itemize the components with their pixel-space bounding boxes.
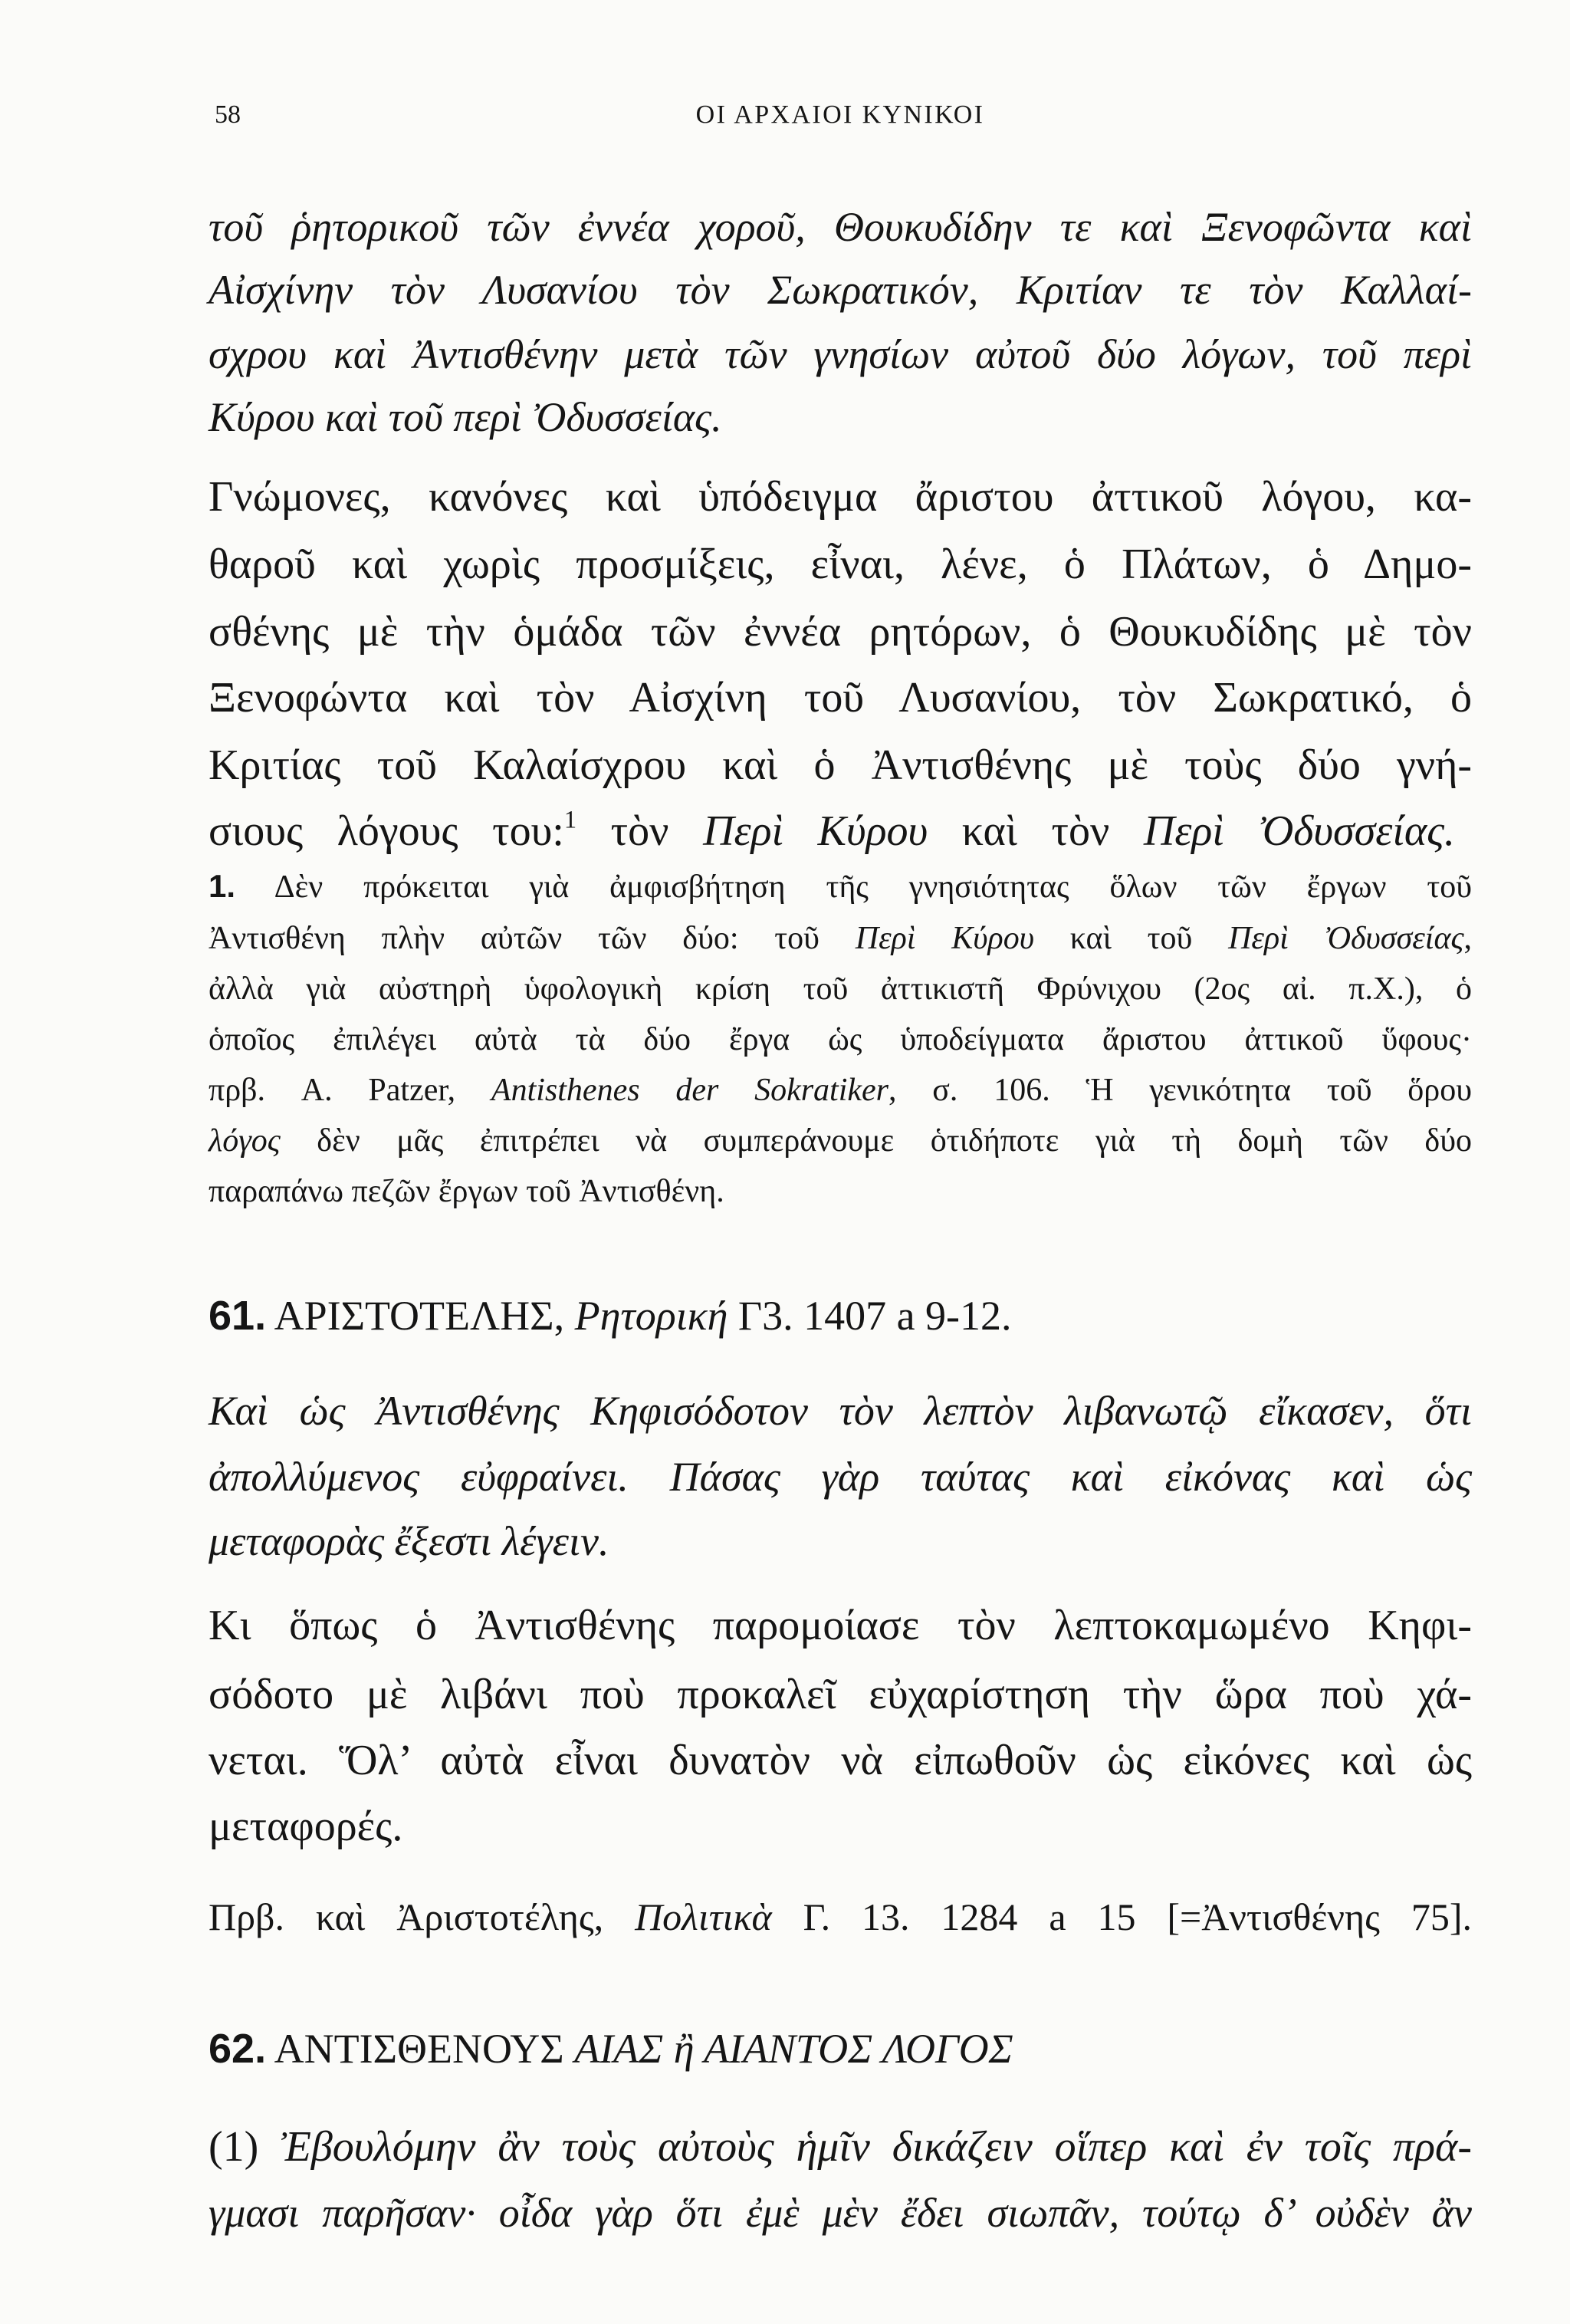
page-number: 58 <box>215 100 241 129</box>
work-title: Ρητορική <box>574 1293 728 1339</box>
greek-text-line: τοῦ ῥητορικοῦ τῶν ἐννέα χοροῦ, Θουκυδίδην τε καὶ Ξενοφῶντα καὶ <box>209 204 1472 250</box>
greek-text-line: γμασι παρῆσαν· οἶδα γὰρ ὅτι ἐμὲ μὲν ἔδει σιωπᾶν, τούτῳ δ’ οὐδὲν ἂν <box>209 2190 1472 2236</box>
work-title: Περὶ Ὀδυσσείας. <box>1143 807 1456 855</box>
section-heading <box>209 2021 1472 2076</box>
footnote-line <box>209 1069 1472 1112</box>
greek-text-line <box>209 2119 1472 2174</box>
translation-text-line: σόδοτο μὲ λιβάνι ποὺ προκαλεῖ εὐχαρίστηση τὴν ὥρα ποὺ χά- <box>209 1671 1472 1718</box>
term: λόγος <box>209 1123 281 1159</box>
footnote-line: ἀλλὰ γιὰ αὐστηρὴ ὑφολογικὴ κρίση τοῦ ἀττικιστῆ Φρύνιχου (2ος αἰ. π.Χ.), ὁ <box>209 971 1472 1007</box>
text-segment: Πρβ. καὶ Ἀριστοτέλης, <box>209 1895 604 1938</box>
greek-text-line: Καὶ ὡς Ἀντισθένης Κηφισόδοτον τὸν λεπτὸν λιβανωτῷ εἴκασεν, ὅτι <box>209 1388 1472 1434</box>
text-segment: Γ. 13. 1284 a 15 [=Ἀντισθένης 75]. <box>803 1895 1472 1938</box>
footnote-ref-marker: 1 <box>563 806 577 834</box>
text-segment: Δὲν πρόκειται γιὰ ἀμφισβήτηση τῆς γνησιότητας ὅλων τῶν ἔργων τοῦ <box>274 869 1472 905</box>
section-number: 62. <box>209 2026 267 2072</box>
work-title: ΑΙΑΣ ἢ ΑΙΑΝΤΟΣ ΛΟΓΟΣ <box>574 2026 1013 2072</box>
footnote-number: 1. <box>209 868 236 904</box>
greek-text-line: σχρου καὶ Ἀντισθένην μετὰ τῶν γνησίων αὐτοῦ δύο λόγων, τοῦ περὶ <box>209 331 1472 377</box>
section-number: 61. <box>209 1293 267 1339</box>
translation-text-line: νεται. Ὅλ’ αὐτὰ εἶναι δυνατὸν νὰ εἰπωθοῦν ὡς εἰκόνες καὶ ὡς <box>209 1737 1472 1784</box>
work-title: Περὶ Κύρου <box>703 807 928 855</box>
text-segment: καὶ τὸν <box>961 807 1110 855</box>
footnote-line <box>209 1119 1472 1162</box>
cross-reference-line <box>209 1892 1472 1941</box>
work-title: Περὶ Κύρου <box>855 921 1034 956</box>
text-segment: πρβ. A. Patzer, <box>209 1073 456 1108</box>
text-segment: καὶ τοῦ <box>1069 921 1193 956</box>
footnote-line <box>209 917 1472 960</box>
text-segment: τὸν <box>610 807 669 855</box>
text-segment: , σ. 106. Ἡ γενικότητα τοῦ ὅρου <box>888 1073 1473 1108</box>
work-title: Πολιτικὰ <box>635 1895 772 1938</box>
greek-text-line: μεταφορὰς ἔξεστι λέγειν. <box>209 1518 609 1564</box>
running-head: ΟΙ ΑΡΧΑΙΟΙ ΚΥΝΙΚΟΙ <box>695 100 985 129</box>
author-name: ΑΝΤΙΣΘΕΝΟΥΣ <box>274 2026 564 2072</box>
translation-text-line <box>209 804 1455 859</box>
paragraph-number: (1) <box>209 2123 259 2171</box>
text-segment: σιους λόγους του: <box>209 807 564 855</box>
translation-text-line: Κριτίας τοῦ Καλαίσχρου καὶ ὁ Ἀντισθένης μὲ τοὺς δύο γνή- <box>209 741 1472 789</box>
footnote-line: παραπάνω πεζῶν ἔργων τοῦ Ἀντισθένη. <box>209 1174 724 1209</box>
text-segment: δὲν μᾶς ἐπιτρέπει νὰ συμπεράνουμε ὁτιδήποτε γιὰ τὴ δομὴ τῶν δύο <box>317 1123 1473 1159</box>
work-title: Περὶ Ὀδυσσείας <box>1228 921 1464 956</box>
text-segment: Ἐβουλόμην ἂν τοὺς αὐτοὺς ἡμῖν δικάζειν οἵπερ καὶ ἐν τοῖς πρά- <box>281 2123 1473 2171</box>
translation-text-line: Ξενοφώντα καὶ τὸν Αἰσχίνη τοῦ Λυσανίου, τὸν Σωκρατικό, ὁ <box>209 674 1472 722</box>
footnote-line: ὁποῖος ἐπιλέγει αὐτὰ τὰ δύο ἔργα ὡς ὑποδείγματα ἄριστου ἀττικοῦ ὕφους· <box>209 1022 1472 1057</box>
book-title: Antisthenes der Sokratiker <box>491 1073 889 1108</box>
author-name: ΑΡΙΣΤΟΤΕΛΗΣ, <box>274 1293 565 1339</box>
section-heading <box>209 1288 1472 1343</box>
text-segment: , <box>1463 921 1473 956</box>
translation-text-line: θαροῦ καὶ χωρὶς προσμίξεις, εἶναι, λένε, ὁ Πλάτων, ὁ Δημο- <box>209 541 1472 588</box>
greek-text-line: Αἰσχίνην τὸν Λυσανίου τὸν Σωκρατικόν, Κριτίαν τε τὸν Καλλαί- <box>209 267 1472 313</box>
locus-reference: Γ3. 1407 a 9-12. <box>737 1293 1012 1339</box>
greek-text-line: ἀπολλύμενος εὐφραίνει. Πάσας γὰρ ταύτας καὶ εἰκόνας καὶ ὡς <box>209 1454 1472 1500</box>
footnote-line <box>209 865 1472 908</box>
translation-text-line: Κι ὅπως ὁ Ἀντισθένης παρομοίασε τὸν λεπτοκαμωμένο Κηφι- <box>209 1602 1472 1649</box>
translation-text-line: μεταφορές. <box>209 1803 403 1850</box>
translation-text-line: Γνώμονες, κανόνες καὶ ὑπόδειγμα ἄριστου ἀττικοῦ λόγου, κα- <box>209 473 1472 521</box>
text-segment: Ἀντισθένη πλὴν αὐτῶν τῶν δύο: τοῦ <box>209 921 819 956</box>
greek-text-line: Κύρου καὶ τοῦ περὶ Ὀδυσσείας. <box>209 394 722 440</box>
translation-text-line: σθένης μὲ τὴν ὁμάδα τῶν ἐννέα ρητόρων, ὁ Θουκυδίδης μὲ τὸν <box>209 608 1472 656</box>
